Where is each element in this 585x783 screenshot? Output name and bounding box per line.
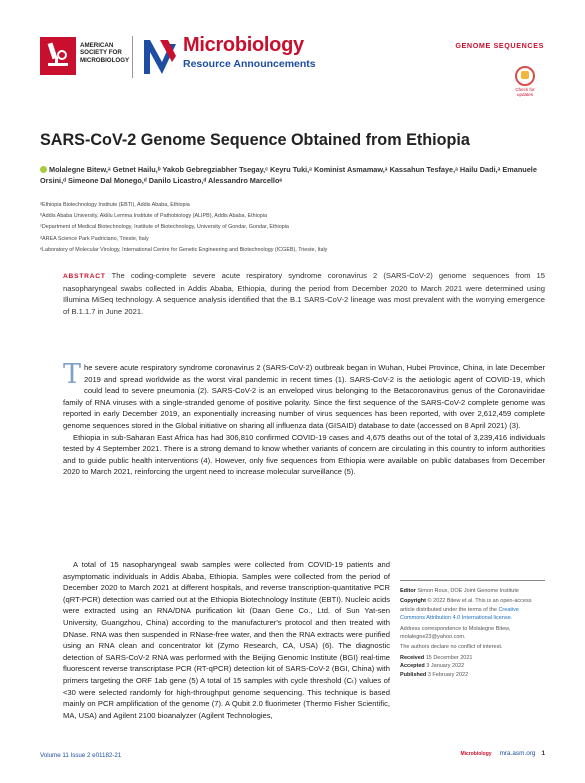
license-link[interactable]: Creative Commons Attribution 4.0 International license. [400, 606, 519, 622]
copyright-value: © 2022 Bitew et al. This is an open-access article distributed under the terms of the [400, 598, 532, 613]
copyright-label: Copyright [400, 598, 426, 605]
body-text-narrow [63, 559, 390, 721]
update-badge-icon [515, 66, 535, 86]
abstract-text: The coding-complete severe acute respiratory syndrome coronavirus 2 (SARS-CoV-2) genome sequences from 15 nasopharyngeal swabs collected in Addis Ababa, Ethiopia, during the period from December 2020 to March 2021 were determined using Illumina MiSeq technology. A sequence analysis identified that the B.1 SARS-CoV-2 lineage was most prevalent with the worrying emergence of B.1.1.7 in June 2021. [63, 271, 545, 316]
check-for-updates-badge[interactable] [510, 66, 540, 100]
received-label: Received [400, 654, 425, 661]
asm-logo [40, 37, 76, 75]
paragraph: Ethiopia in sub-Saharan East Africa has had 306,810 confirmed COVID-19 cases and 4,675 deaths out of the total of 3,239,416 individuals tested by 4 September 2021. There is a strong demand to know whether variants of concern are circulating in this country to inform authorities and to guide public health interventions (4). However, only five sequences from Ethiopia were available on public databases from December 2020 to March 2021, reinforcing the urgent need to increase molecular surveillance (5). [63, 432, 545, 477]
society-line: SOCIETY FOR [80, 49, 122, 57]
conflict-info: The authors declare no conflict of interest. [400, 644, 503, 651]
orcid-icon[interactable] [40, 166, 47, 173]
society-line: AMERICAN [80, 42, 114, 49]
received-info [400, 654, 545, 662]
section-label: GENOME SEQUENCES [455, 41, 544, 50]
authors-text: Molalegne Bitew,ᵃ Getnet Hailu,ᵇ Yakob Gebregziabher Tsegay,ᶜ Keyru Tuki,ᵃ Kominist Asmamaw,ᵃ Kassahun Tesfaye,ᵃ Hailu Dadi,ᵃ Emanuele Orsini,ᵈ Simeone Dal Monego,ᵈ Danilo Licastro,ᵈ Alessandro Marcelloᵉ [40, 165, 537, 185]
affiliation-item: ᶜDepartment of Medical Biotechnology, Institute of Biotechnology, University of Gondar, Gondar, Ethiopia [40, 224, 289, 231]
paragraph: A total of 15 nasopharyngeal swab samples were collected from COVID-19 patients and asymptomatic individuals in Addis Ababa, Ethiopia. Samples were collected from the period of December 2020 to March 2021 at different hospitals, and reverse transcription-quantitative PCR (qRT-PCR) detection was carried out at the Ethiopia Biotechnology Institute (EBTI). Nucleic acids were extracted using an RNA/DNA purification kit (Daan Gene Co., Ltd. of Sun Yat-sen University, Guangzhou, China) according to the manufacturer's protocol and then treated with DNase. RNA was then suspended in RNase-free water, and then the RNA extracts were purified using an RNA clean and concentrator kit (Zymo Research, CA, USA) (6). The diagnostic detection of SARS-CoV-2 RNA was performed with the Beijing Genomic Institute (BGI) real-time fluorescent reverse transcriptase PCR (RT-qPCR) detection kit of SARS-CoV-2 (BGI, China) with primers targeting the ORF 1ab gene (5) A total of 15 samples with cycle threshold (Cₜ) values of <30 were selected randomly for high-throughput genome sequencing. This technique is based mainly on PCR amplification of the genome (7). A Qubit 2.0 fluorimeter (Thermo Fisher Scientific, MA, USA) and Agilent 2100 bioanalyzer (Agilent Technologies, [63, 560, 390, 720]
footer-journal-logo: Microbiology [460, 751, 492, 757]
published-date: 3 February 2022 [427, 671, 469, 678]
footer-right [460, 750, 545, 757]
paragraph-text: he severe acute respiratory syndrome coronavirus 2 (SARS-CoV-2) outbreak began in Wuhan, Hubei Province, China, in late December 2019 and spread worldwide as the worst viral pandemic in recent times (1). SARS-CoV-2 is the aetiologic agent of COVID-19, which could lead to severe pneumonia (2). SARS-CoV-2 is an enveloped virus belonging to the Betacoronavirus genus of the Coronaviridae family of RNA viruses with a single-stranded genome of positive polarity. Since the first sequence of the SARS-CoV-2 complete genome was reported in early December 2019, an exponentially increasing number of virus sequences has been reported, with over 2,612,459 complete genome sequences stored in the Global initiative on sharing all influenza data (GISAID) database to date (accessed on 8 April 2021) (3). [63, 363, 545, 430]
received-date: 15 December 2021 [425, 654, 473, 661]
body-text-full [63, 359, 545, 478]
affiliation-item: ᵇAddis Ababa University, Aklilu Lemma Institute of Pathobiology (ALIPB), Addis Ababa, Ethiopia [40, 213, 267, 220]
mra-logo-icon [140, 36, 180, 78]
accepted-date: 3 January 2022 [426, 663, 465, 670]
published-label: Published [400, 671, 427, 678]
journal-url-link[interactable]: mra.asm.org [499, 750, 536, 757]
affiliation-item: ᵈAREA Science Park Padriciano, Trieste, Italy [40, 235, 149, 242]
article-title: SARS-CoV-2 Genome Sequence Obtained from Ethiopia [40, 131, 470, 149]
editor-value: Simon Roux, DOE Joint Genome Institute [417, 588, 519, 594]
accepted-label: Accepted [400, 663, 425, 670]
affiliations [40, 200, 550, 256]
society-line: MICROBIOLOGY [80, 56, 130, 64]
published-info [400, 671, 545, 679]
abstract [63, 270, 545, 317]
society-name [80, 42, 129, 64]
affiliation-item: ᵃEthiopia Biotechnology Institute (EBTI), Addis Ababa, Ethiopia [40, 202, 190, 208]
accepted-info [400, 662, 545, 670]
journal-subtitle: Resource Announcements [183, 58, 316, 70]
page-number: 1 [541, 750, 545, 757]
article-info-sidebar [400, 580, 545, 679]
journal-brand: Microbiology [183, 34, 304, 56]
correspondence-info: Address correspondence to Molalegne Bitew, molalegne23@yahoo.com. [400, 625, 511, 641]
update-badge-label: Check for updates [515, 87, 535, 97]
abstract-label: ABSTRACT [63, 273, 106, 280]
editor-label: Editor [400, 588, 416, 594]
drop-cap: T [63, 359, 82, 390]
editor-info [400, 587, 545, 595]
footer-citation: Volume 11 Issue 2 e01182-21 [40, 752, 122, 759]
affiliation-item: ᵉLaboratory of Molecular Virology, International Centre for Genetic Engineering and Biotechnology (ICGEB), Trieste, Italy [40, 246, 328, 253]
microscope-icon [40, 37, 76, 75]
author-list [40, 164, 550, 186]
copyright-info [400, 597, 545, 622]
paragraph [63, 359, 545, 432]
header-divider [132, 36, 133, 78]
